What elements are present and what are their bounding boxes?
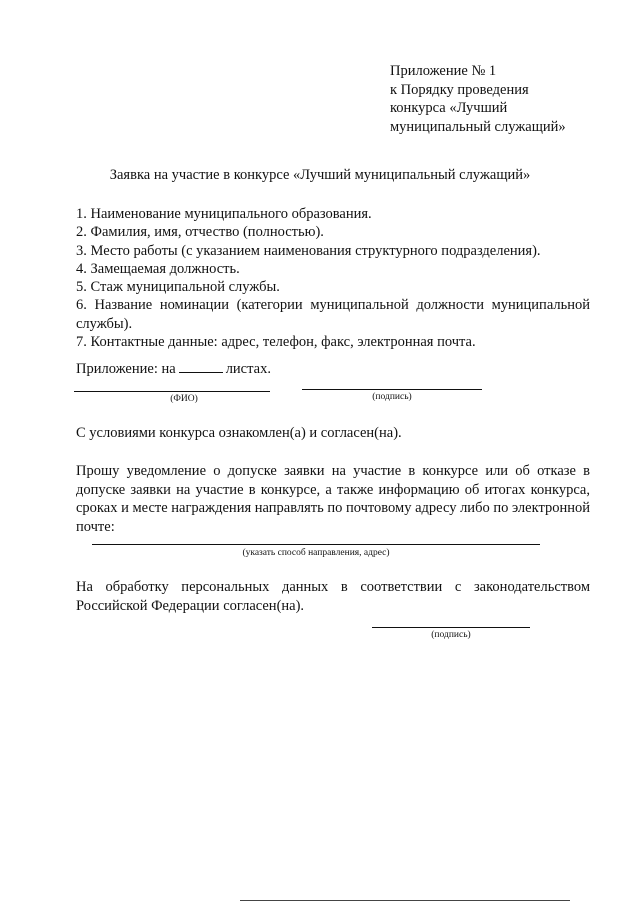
annex-contest-name: муниципальный служащий» xyxy=(390,118,566,135)
application-items-list xyxy=(76,205,590,351)
attachment-suffix: листах. xyxy=(225,361,271,377)
signature-caption: (подпись) xyxy=(372,392,412,402)
list-item: 1. Наименование муниципального образования. xyxy=(76,206,372,222)
final-signature-caption: (подпись) xyxy=(431,630,471,640)
delivery-method-line[interactable] xyxy=(92,544,540,545)
list-item: 3. Место работы (с указанием наименования структурного подразделения). xyxy=(76,242,541,259)
list-item: 2. Фамилия, имя, отчество (полностью). xyxy=(76,224,324,241)
attachment-line xyxy=(76,360,271,378)
fio-signature-line[interactable] xyxy=(74,391,270,392)
signature-line[interactable] xyxy=(302,389,482,390)
sheet-count-blank[interactable] xyxy=(179,360,223,373)
annex-contest: конкурса «Лучший xyxy=(390,100,508,116)
annex-header xyxy=(390,62,566,136)
document-title: Заявка на участие в конкурсе «Лучший муниципальный служащий» xyxy=(109,167,531,183)
annex-number: Приложение № 1 xyxy=(390,63,497,79)
fio-caption: (ФИО) xyxy=(170,394,198,404)
agreement-statement: С условиями конкурса ознакомлен(а) и согласен(на). xyxy=(76,425,402,441)
list-item: 5. Стаж муниципальной службы. xyxy=(76,279,280,296)
attachment-prefix: Приложение: на xyxy=(76,361,176,377)
annex-reference: к Порядку проведения xyxy=(390,81,529,98)
final-signature-line[interactable] xyxy=(372,627,530,628)
list-item: 6. Название номинации (категории муниципальной должности муниципальной службы). xyxy=(76,297,590,332)
delivery-caption: (указать способ направления, адрес) xyxy=(242,548,390,558)
notification-request: Прошу уведомление о допуске заявки на участие в конкурсе или об отказе в допуске заявки на участие в конкурсе, а также информацию об итогах конкурса, сроках и месте награждения направлять по почтовому адресу либо по электронной почте: xyxy=(76,463,590,535)
list-item: 7. Контактные данные: адрес, телефон, факс, электронная почта. xyxy=(76,334,476,351)
list-item: 4. Замещаемая должность. xyxy=(76,260,240,277)
page-bottom-divider xyxy=(240,900,570,901)
personal-data-consent: На обработку персональных данных в соответствии с законодательством Российской Федерации согласен(на). xyxy=(76,579,590,614)
